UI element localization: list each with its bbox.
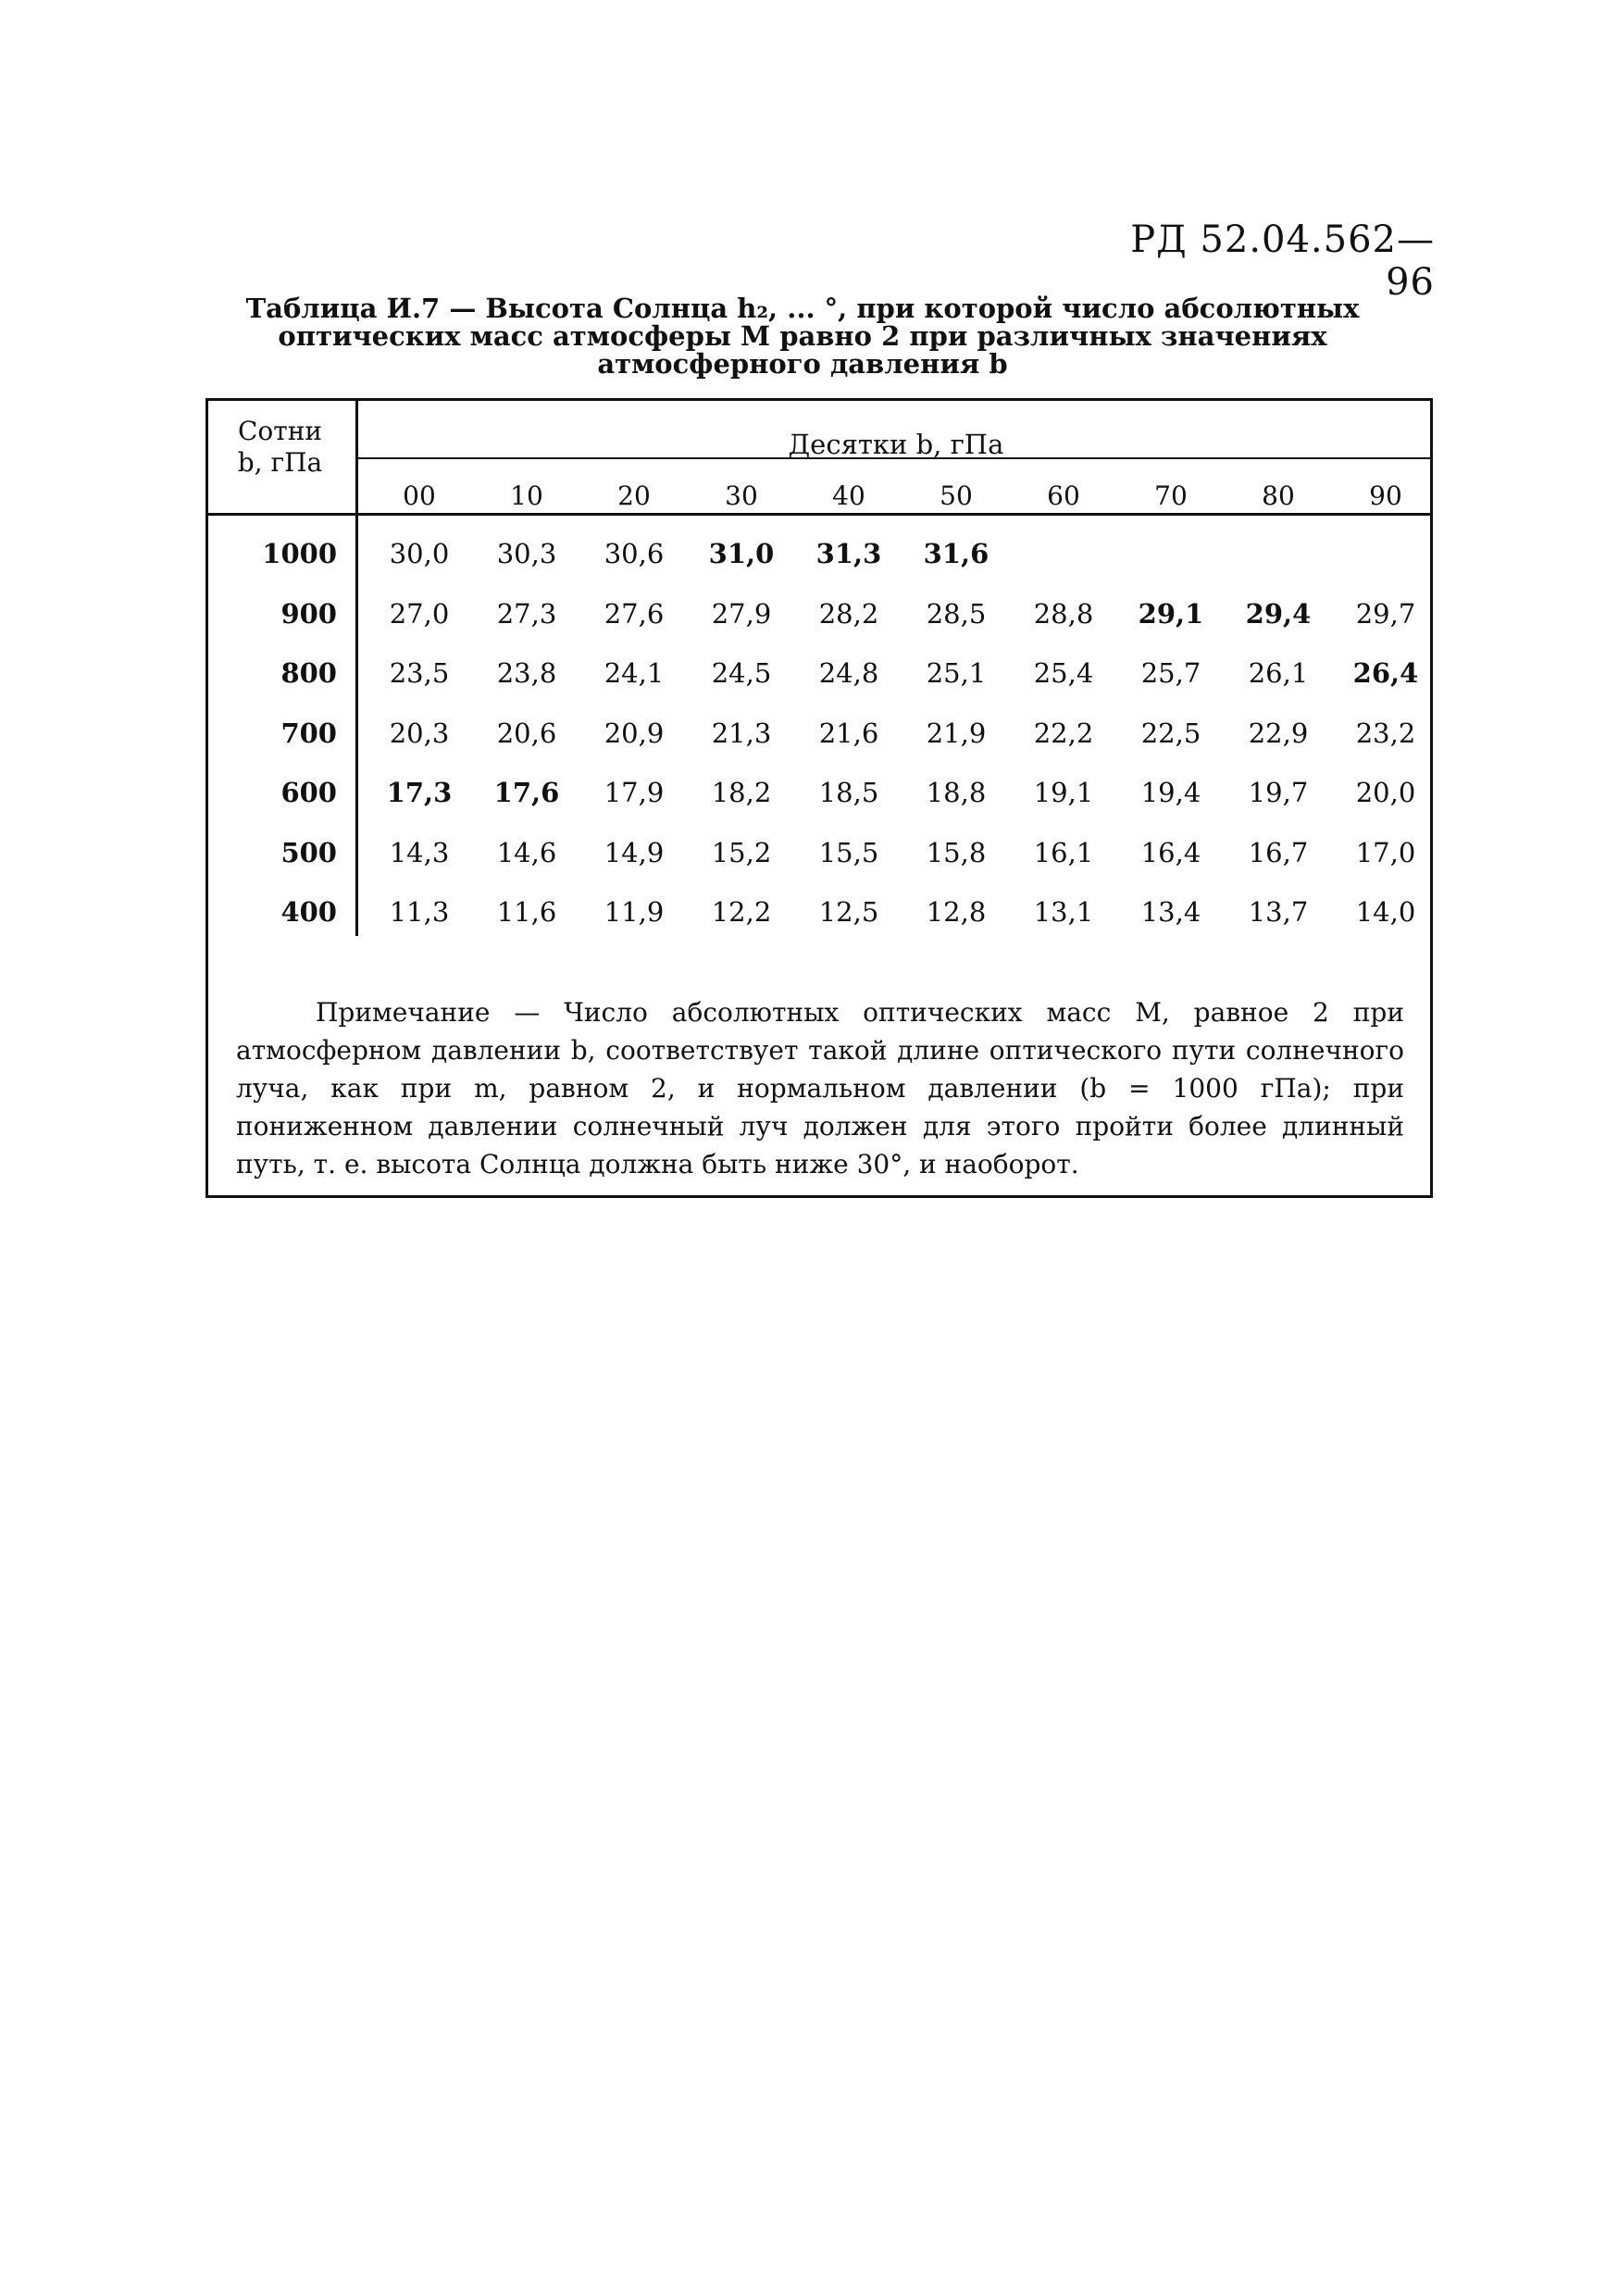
table-cell: 31,6 bbox=[923, 538, 989, 569]
column-header: 50 bbox=[940, 480, 973, 511]
column-header: 30 bbox=[725, 480, 758, 511]
table-cell: 25,1 bbox=[926, 657, 987, 689]
table-cell: 23,5 bbox=[389, 657, 450, 689]
caption-line-2: оптических масс атмосферы M равно 2 при различных значениях bbox=[278, 320, 1327, 352]
row-label bbox=[208, 896, 352, 928]
table-cell: 21,3 bbox=[711, 717, 772, 749]
table-cell: 19,1 bbox=[1033, 777, 1094, 808]
table-cell: 14,6 bbox=[496, 836, 557, 868]
table-cell: 20,3 bbox=[389, 717, 450, 749]
table-cell: 23,8 bbox=[496, 657, 557, 689]
header-bottom-divider bbox=[208, 513, 1433, 516]
caption-line-3: атмосферного давления b bbox=[597, 348, 1008, 380]
row-label-text: 900 bbox=[280, 597, 337, 630]
table-cell: 11,9 bbox=[604, 896, 665, 928]
row-label bbox=[208, 657, 352, 689]
column-header: 10 bbox=[510, 480, 543, 511]
row-header-label: Сотни b, гПа bbox=[237, 416, 323, 478]
table-cell: 20,0 bbox=[1355, 777, 1416, 808]
table-cell: 19,4 bbox=[1140, 777, 1201, 808]
table-note bbox=[236, 993, 1404, 1183]
table-cell: 22,5 bbox=[1140, 717, 1201, 749]
row-label bbox=[208, 538, 352, 569]
table-cell: 17,6 bbox=[493, 777, 560, 808]
document-id: РД 52.04.562—96 bbox=[1130, 218, 1435, 304]
row-label bbox=[208, 598, 352, 630]
row-label bbox=[208, 718, 352, 749]
column-header: 80 bbox=[1262, 480, 1295, 511]
table-caption bbox=[205, 294, 1400, 378]
table-cell: 28,2 bbox=[818, 597, 879, 630]
column-header: 00 bbox=[403, 480, 436, 511]
table-cell: 13,1 bbox=[1033, 896, 1094, 928]
table-cell: 29,7 bbox=[1355, 597, 1416, 630]
table-cell: 21,6 bbox=[818, 717, 879, 749]
table-cell: 28,8 bbox=[1033, 597, 1094, 630]
row-label-text: 800 bbox=[280, 657, 337, 689]
row-label-text: 600 bbox=[280, 777, 337, 808]
row-label-text: 400 bbox=[280, 896, 337, 928]
table-cell: 24,5 bbox=[711, 657, 772, 689]
column-header: 40 bbox=[832, 480, 865, 511]
table-cell: 18,2 bbox=[711, 777, 772, 808]
table-cell: 19,7 bbox=[1248, 777, 1309, 808]
row-label-text: 700 bbox=[280, 717, 337, 749]
note-text: Примечание — Число абсолютных оптических масс M, равное 2 при атмосферном давлении b, соответствует такой длине оптического пути солнечного луча, как при m, равном 2, и нормальном давлении (b = 1000 гПа); при пониженном давлении солнечный луч должен для этого пройти более длинный путь, т. е. высота Солнца должна быть ниже 30°, и наоборот. bbox=[236, 997, 1404, 1179]
table-cell: 30,0 bbox=[389, 538, 450, 569]
column-header: 90 bbox=[1369, 480, 1402, 511]
table-cell: 31,3 bbox=[815, 538, 882, 569]
table-cell: 14,3 bbox=[389, 836, 450, 868]
table-cell: 16,1 bbox=[1033, 836, 1094, 868]
table-cell: 15,5 bbox=[818, 836, 879, 868]
table-cell: 28,5 bbox=[926, 597, 987, 630]
table-cell: 30,6 bbox=[604, 538, 665, 569]
table-cell: 18,8 bbox=[926, 777, 987, 808]
row-label-text: 500 bbox=[280, 836, 337, 868]
table-cell: 11,3 bbox=[389, 896, 450, 928]
table-cell: 22,2 bbox=[1033, 717, 1094, 749]
table-cell: 13,7 bbox=[1248, 896, 1309, 928]
column-group-header: Десятки b, гПа bbox=[788, 429, 1004, 460]
table-cell: 12,5 bbox=[818, 896, 879, 928]
table-cell: 17,3 bbox=[386, 777, 453, 808]
row-label bbox=[208, 777, 352, 808]
table-cell: 26,1 bbox=[1248, 657, 1309, 689]
table-cell: 16,7 bbox=[1248, 836, 1309, 868]
table-cell: 12,8 bbox=[926, 896, 987, 928]
table-cell: 14,9 bbox=[604, 836, 665, 868]
table-cell: 27,3 bbox=[496, 597, 557, 630]
table-cell: 18,5 bbox=[818, 777, 879, 808]
table-cell: 21,9 bbox=[926, 717, 987, 749]
table-cell: 27,9 bbox=[711, 597, 772, 630]
table-cell: 15,8 bbox=[926, 836, 987, 868]
row-header-divider bbox=[355, 401, 358, 936]
table-cell: 20,6 bbox=[496, 717, 557, 749]
table-cell: 16,4 bbox=[1140, 836, 1201, 868]
table-cell: 11,6 bbox=[496, 896, 557, 928]
table-cell: 12,2 bbox=[711, 896, 772, 928]
table-cell: 27,6 bbox=[604, 597, 665, 630]
table-cell: 31,0 bbox=[708, 538, 775, 569]
table-cell: 29,4 bbox=[1245, 597, 1312, 630]
table-cell: 14,0 bbox=[1355, 896, 1416, 928]
table-cell: 20,9 bbox=[604, 717, 665, 749]
row-label-text: 1000 bbox=[262, 538, 337, 569]
table-cell: 30,3 bbox=[496, 538, 557, 569]
table-cell: 25,4 bbox=[1033, 657, 1094, 689]
table-cell: 27,0 bbox=[389, 597, 450, 630]
table-cell: 25,7 bbox=[1140, 657, 1201, 689]
data-table bbox=[205, 398, 1433, 1198]
table-cell: 26,4 bbox=[1352, 657, 1419, 689]
table-cell: 13,4 bbox=[1140, 896, 1201, 928]
table-cell: 23,2 bbox=[1355, 717, 1416, 749]
table-cell: 29,1 bbox=[1138, 597, 1204, 630]
table-cell: 17,9 bbox=[604, 777, 665, 808]
column-header: 20 bbox=[617, 480, 651, 511]
table-cell: 22,9 bbox=[1248, 717, 1309, 749]
table-cell: 24,8 bbox=[818, 657, 879, 689]
table-cell: 17,0 bbox=[1355, 836, 1416, 868]
table-cell: 24,1 bbox=[604, 657, 665, 689]
row-header bbox=[208, 416, 352, 479]
caption-line-1: Таблица И.7 — Высота Солнца h₂, ... °, при которой число абсолютных bbox=[245, 293, 1360, 324]
column-header: 60 bbox=[1047, 480, 1080, 511]
row-label bbox=[208, 837, 352, 868]
column-header: 70 bbox=[1154, 480, 1188, 511]
table-cell: 15,2 bbox=[711, 836, 772, 868]
